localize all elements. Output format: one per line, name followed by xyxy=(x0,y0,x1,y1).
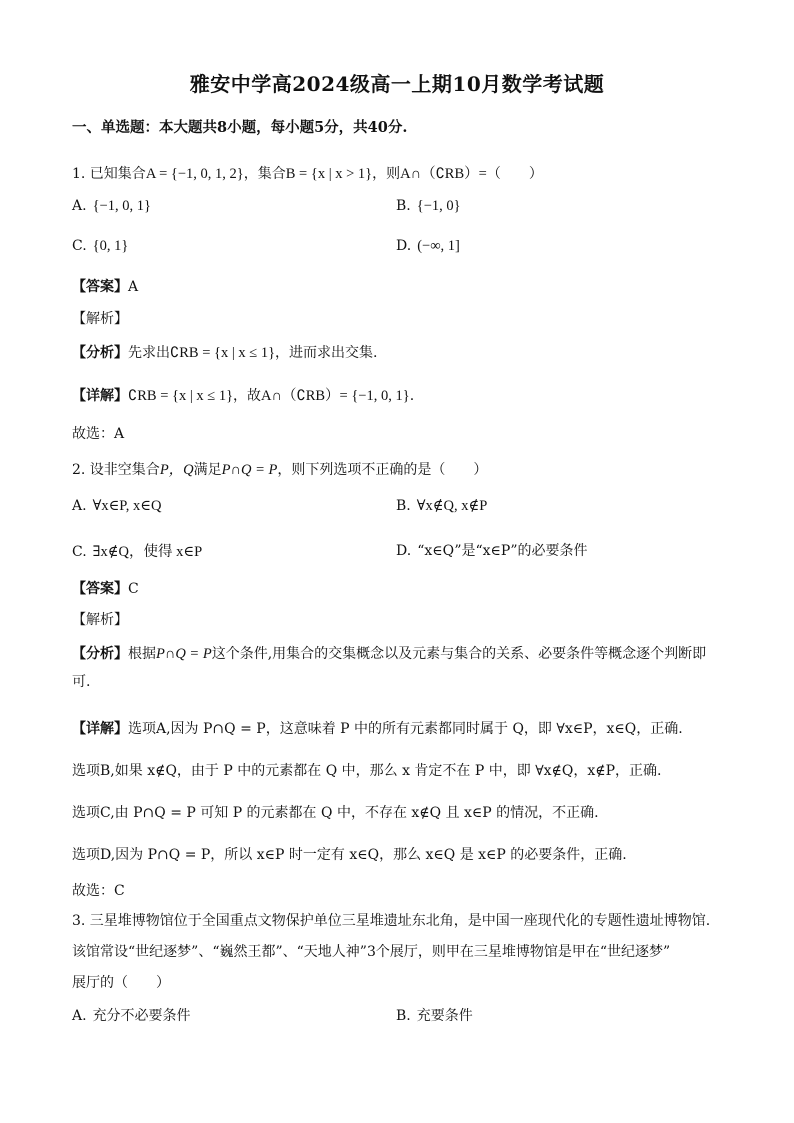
q2-stem: 2. 设非空集合P，Q满足P∩Q = P，则下列选项不正确的是（ ） xyxy=(72,462,488,478)
q2-option-c: C. ∃x∉Q，使得 x∈P xyxy=(72,544,203,560)
q2-detail-b: 选项B,如果 x∉Q，由于 P 中的元素都在 Q 中，那么 x 肯定不在 P 中，即 ∀x∉Q，x∉P，正确. xyxy=(72,763,662,779)
section-heading: 一、单选题：本大题共8小题，每小题5分，共40分. xyxy=(72,119,408,136)
q2-detail-c: 选项C,由 P∩Q = P 可知 P 的元素都在 Q 中，不存在 x∉Q 且 x∈P 的情况，不正确. xyxy=(72,805,599,821)
q2-fenxi: 【分析】根据P∩Q = P这个条件,用集合的交集概念以及元素与集合的关系、必要条件等概念逐个判断即 可. xyxy=(72,646,707,690)
q2-option-b: B. ∀x∉Q, x∉P xyxy=(396,498,488,514)
q3-stem-line-1: 3. 三星堆博物馆位于全国重点文物保护单位三星堆遗址东北角，是中国一座现代化的专题性遗址博物馆. xyxy=(72,913,711,929)
q2-option-a: A. ∀x∈P, x∈Q xyxy=(72,498,162,514)
q3-option-a: A. 充分不必要条件 xyxy=(72,1008,191,1024)
q1-option-a: A. {−1, 0, 1} xyxy=(72,198,151,214)
q1-set-a: A = {−1, 0, 1, 2} xyxy=(145,166,244,182)
q1-choose: 故选：A xyxy=(72,426,125,442)
q1-option-c: C. {0, 1} xyxy=(72,238,129,254)
q2-option-d: D. “x∈Q”是“x∈P”的必要条件 xyxy=(396,543,588,559)
q3-stem-line-3: 展厅的（ ） xyxy=(72,975,170,991)
q1-fenxi: 【分析】先求出∁RB = {x | x ≤ 1}，进而求出交集. xyxy=(72,345,378,361)
q1-stem: 1. 已知集合A = {−1, 0, 1, 2}，集合B = {x | x > 1}，则A∩（∁RB）=（ ） xyxy=(72,166,543,182)
q2-analysis-tag: 【解析】 xyxy=(72,612,128,628)
q1-expression: A∩（∁RB）= xyxy=(400,166,487,182)
q2-answer: 【答案】C xyxy=(72,581,139,597)
q1-xiangjie: 【详解】∁RB = {x | x ≤ 1}，故A∩（∁RB）= {−1, 0, 1}. xyxy=(72,388,415,404)
q1-set-b: B = {x | x > 1} xyxy=(285,166,373,182)
page-title: 雅安中学高2024级高一上期10月数学考试题 xyxy=(189,72,605,96)
q2-detail-d: 选项D,因为 P∩Q = P，所以 x∈P 时一定有 x∈Q，那么 x∈Q 是 x∈P 的必要条件，正确. xyxy=(72,847,627,863)
q2-detail-a: 【详解】选项A,因为 P∩Q = P，这意味着 P 中的所有元素都同时属于 Q，即 ∀x∈P，x∈Q，正确. xyxy=(72,721,683,737)
q3-option-b: B. 充要条件 xyxy=(396,1008,473,1024)
q2-choose: 故选：C xyxy=(72,883,125,899)
q1-analysis-tag: 【解析】 xyxy=(72,311,128,327)
q1-option-b: B. {−1, 0} xyxy=(396,198,461,214)
q1-option-d: D. (−∞, 1] xyxy=(396,238,460,254)
q3-stem-line-2: 该馆常设“世纪逐梦”、“巍然王都”、“天地人神”3个展厅，则甲在三星堆博物馆是甲在“世纪逐梦” xyxy=(72,944,671,960)
q1-answer: 【答案】A xyxy=(72,279,139,295)
